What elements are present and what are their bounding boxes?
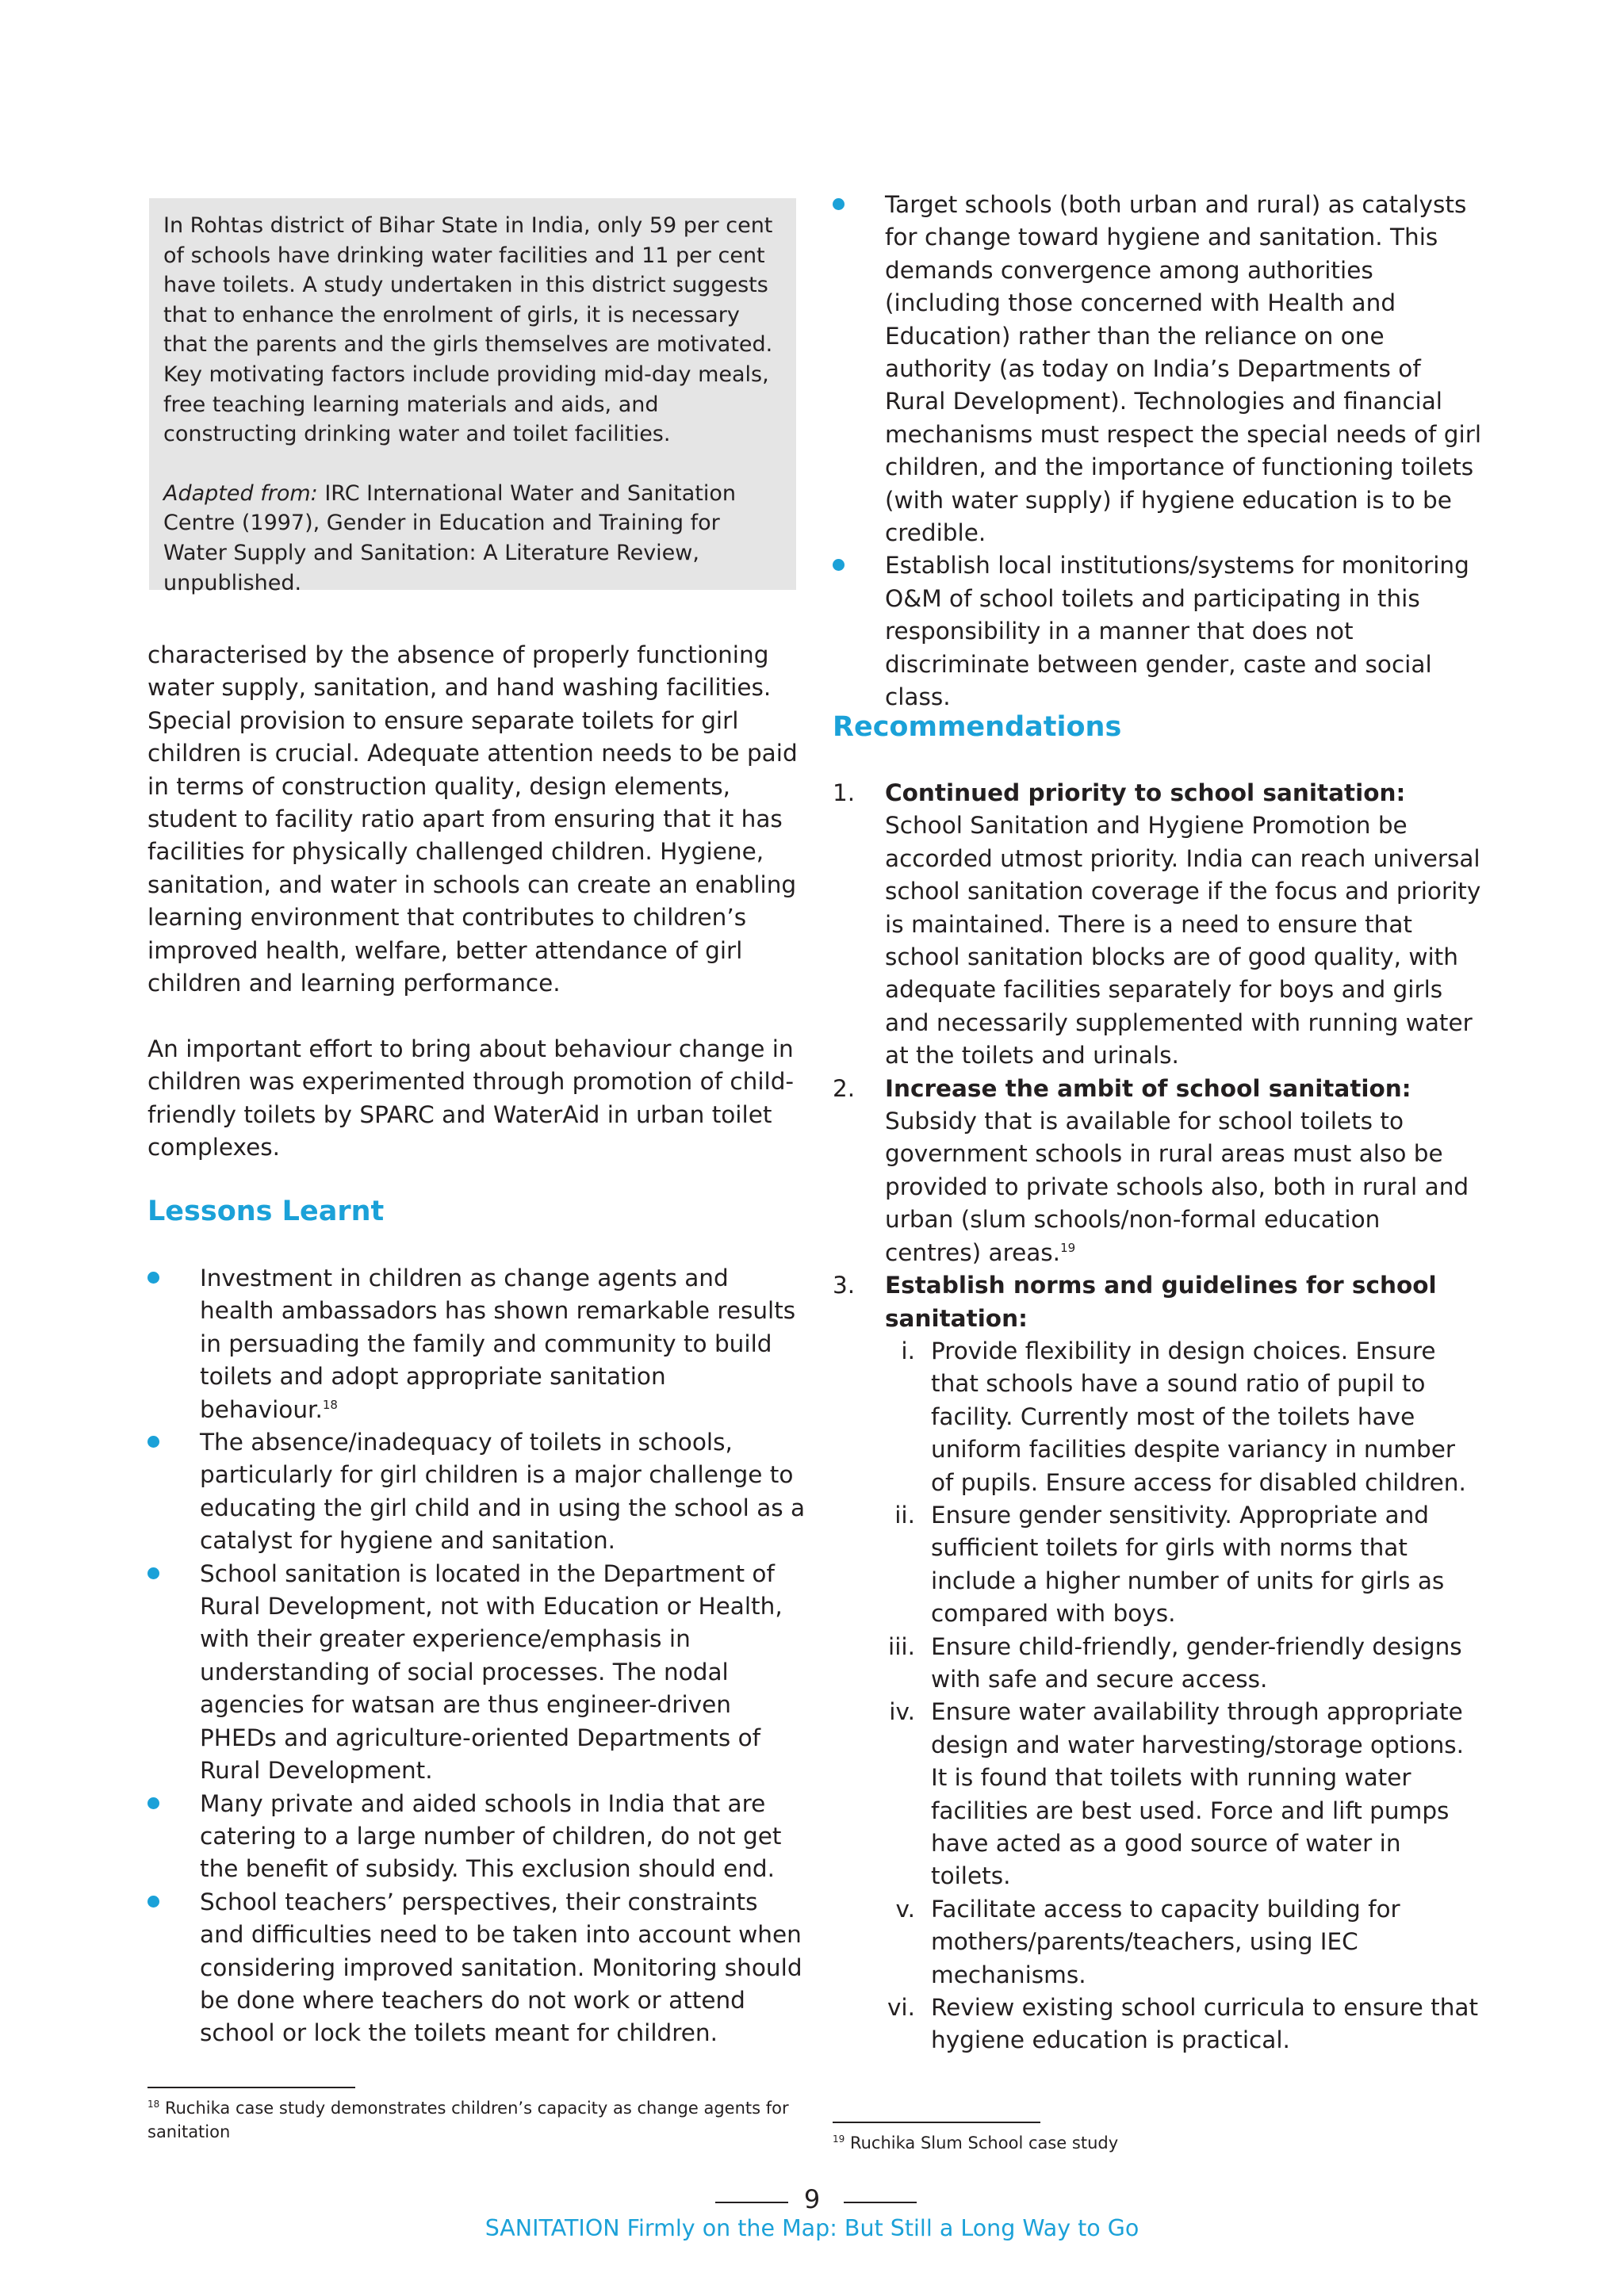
list-item bbox=[833, 189, 1483, 549]
bullet-icon bbox=[833, 559, 845, 571]
sub-item-text: Facilitate access to capacity building for mothers/parents/teachers, using IEC mechanisms. bbox=[931, 1895, 1400, 1988]
list-item-text: Investment in children as change agents and health ambassadors has shown remarkable results in persuading the family and community to build toilets and adopt appropriate sanitation behaviour. bbox=[200, 1265, 796, 1423]
list-item bbox=[833, 1073, 1483, 1269]
item-number: 3. bbox=[833, 1272, 856, 1299]
page-number: 9 bbox=[803, 2184, 821, 2214]
bullet-icon bbox=[833, 198, 845, 210]
list-item-text: The absence/inadequacy of toilets in schools, particularly for girl children is a major challenge to educating the girl child and in using the school as a catalyst for hygiene and sanitation. bbox=[200, 1429, 806, 1555]
sub-item-text: Ensure gender sensitivity. Appropriate and sufficient toilets for girls with norms that include a higher number of units for girls as compared with boys. bbox=[931, 1501, 1445, 1628]
item-text: Subsidy that is available for school toilets to government schools in rural areas must also be provided to private schools also, both in rural and urban (slum schools/non-formal education centres) areas. bbox=[885, 1108, 1469, 1266]
sub-list-item bbox=[885, 1335, 1483, 1499]
right-bullets-list bbox=[833, 189, 1483, 714]
bullet-icon bbox=[147, 1436, 159, 1448]
list-item-text: School sanitation is located in the Department of Rural Development, not with Education or Health, with their greater experience/emphasis in understanding of social processes. The nodal agencies for watsan are thus engineer-driven PHEDs and agriculture-oriented Departments of Rural Development. bbox=[200, 1559, 783, 1785]
footnote-18 bbox=[147, 2096, 798, 2144]
footer-rule-right bbox=[844, 2202, 917, 2203]
item-title: Establish norms and guidelines for school sanitation: bbox=[885, 1272, 1437, 1332]
sub-list-item bbox=[885, 1499, 1483, 1631]
case-study-boxout bbox=[149, 198, 796, 595]
running-title: SANITATION Firmly on the Map: But Still a Long Way to Go bbox=[485, 2215, 1139, 2241]
left-body-text bbox=[147, 639, 806, 1164]
body-paragraph: characterised by the absence of properly functioning water supply, sanitation, and hand washing facilities. Special provision to ensure separate toilets for girl children is crucial. Adequate attention needs to be paid in terms of construction quality, design elements, student to facility ratio apart from ensuring that it has facilities for physically challenged children. Hygiene, sanitation, and water in schools can create an enabling learning environment that contributes to children’s improved health, welfare, better attendance of girl children and learning performance. bbox=[147, 641, 798, 997]
body-paragraph: An important effort to bring about behaviour change in children was experimented through promotion of child-friendly toilets by SPARC and WaterAid in urban toilet complexes. bbox=[147, 1035, 795, 1161]
sub-item-text: Review existing school curricula to ensure that hygiene education is practical. bbox=[931, 1994, 1479, 2054]
footnote-rule bbox=[833, 2122, 1040, 2123]
bullet-icon bbox=[147, 1567, 159, 1579]
lessons-list bbox=[147, 1262, 806, 2050]
bullet-icon bbox=[147, 1797, 159, 1809]
sub-item-number: iii. bbox=[888, 1632, 915, 1660]
sub-list-item bbox=[885, 1696, 1483, 1892]
footnote-ref: 18 bbox=[322, 1397, 338, 1412]
list-item bbox=[147, 1788, 806, 1886]
list-item-text: Establish local institutions/systems for monitoring O&M of school toilets and participating in this responsibility in a manner that does not discriminate between gender, caste and social class. bbox=[885, 552, 1469, 711]
sub-list-item bbox=[885, 1631, 1483, 1697]
footnote-number: 18 bbox=[147, 2099, 160, 2110]
boxout-text: In Rohtas district of Bihar State in India, only 59 per cent of schools have drinking water facilities and 11 per cent have toilets. A study undertaken in this district suggests that to enhance the enrolment of girls, it is necessary that the parents and the girls themselves are motivated. Key motivating factors include providing mid-day meals, free teaching learning materials and aids, and constructing drinking water and toilet facilities. bbox=[163, 213, 773, 447]
footnote-ref: 19 bbox=[1060, 1240, 1076, 1255]
item-number: 1. bbox=[833, 779, 856, 806]
sub-list-item bbox=[885, 1893, 1483, 1992]
footnote-rule bbox=[147, 2087, 355, 2088]
boxout-source bbox=[163, 479, 782, 598]
list-item-text: Target schools (both urban and rural) as catalysts for change toward hygiene and sanitation. This demands convergence among authorities (including those concerned with Health and Education) rather than the reliance on one authority (as today on India’s Departments of Rural Development). Technologies and financial mechanisms must respect the special needs of girl children, and the importance of functioning toilets (with water supply) if hygiene education is to be credible. bbox=[885, 191, 1482, 547]
list-item-text: Many private and aided schools in India that are catering to a large number of children, do not get the benefit of subsidy. This exclusion should end. bbox=[200, 1789, 782, 1883]
list-item-text: School teachers’ perspectives, their constraints and difficulties need to be taken into account when considering improved sanitation. Monitoring should be done where teachers do not work or attend school or lock the toilets meant for children. bbox=[200, 1888, 802, 2047]
sub-item-number: iv. bbox=[889, 1698, 915, 1726]
sub-item-number: i. bbox=[901, 1337, 915, 1364]
recommendations-heading: Recommendations bbox=[833, 711, 1122, 743]
footnote-text: Ruchika Slum School case study bbox=[849, 2133, 1119, 2152]
list-item bbox=[147, 1426, 806, 1558]
sub-item-text: Ensure water availability through appropriate design and water harvesting/storage options. It is found that toilets with running water facilities are best used. Force and lift pumps have acted as a good source of water in toilets. bbox=[931, 1698, 1465, 1890]
list-item bbox=[833, 549, 1483, 714]
boxout-source-text: IRC International Water and Sanitation Centre (1997), Gender in Education and Training for Water Supply and Sanitation: A Literature Review, unpublished. bbox=[163, 480, 736, 595]
sub-item-text: Ensure child-friendly, gender-friendly designs with safe and secure access. bbox=[931, 1632, 1462, 1693]
sub-item-number: vi. bbox=[887, 1994, 915, 2022]
bullet-icon bbox=[147, 1272, 159, 1284]
lessons-heading: Lessons Learnt bbox=[147, 1196, 385, 1227]
footnote-number: 19 bbox=[833, 2133, 845, 2145]
list-item bbox=[147, 1886, 806, 2050]
list-item bbox=[833, 777, 1483, 1073]
sub-item-text: Provide flexibility in design choices. Ensure that schools have a sound ratio of pupil to facility. Currently most of the toilets have uniform facilities despite variancy in number of pupils. Ensure access for disabled children. bbox=[931, 1337, 1466, 1496]
list-item bbox=[147, 1262, 806, 1426]
item-title: Increase the ambit of school sanitation: bbox=[885, 1074, 1411, 1102]
list-item bbox=[147, 1558, 806, 1788]
item-number: 2. bbox=[833, 1074, 856, 1102]
boxout-source-label: Adapted from: bbox=[163, 480, 318, 506]
item-text: School Sanitation and Hygiene Promotion be accorded utmost priority. India can reach universal school sanitation coverage if the focus and priority is maintained. There is a need to ensure that school sanitation blocks are of good quality, with adequate facilities separately for boys and girls and necessarily supplemented with running water at the toilets and urinals. bbox=[885, 812, 1481, 1070]
bullet-icon bbox=[147, 1896, 159, 1908]
sub-list bbox=[885, 1335, 1483, 2057]
list-item bbox=[833, 1269, 1483, 2057]
recommendations-list bbox=[833, 777, 1483, 2057]
sub-item-number: ii. bbox=[894, 1501, 915, 1529]
sub-item-number: v. bbox=[895, 1895, 915, 1923]
sub-list-item bbox=[885, 1992, 1483, 2057]
item-title: Continued priority to school sanitation: bbox=[885, 779, 1406, 806]
footnote-text: Ruchika case study demonstrates children’s capacity as change agents for sanitation bbox=[147, 2099, 789, 2141]
footnote-19 bbox=[833, 2131, 1483, 2155]
